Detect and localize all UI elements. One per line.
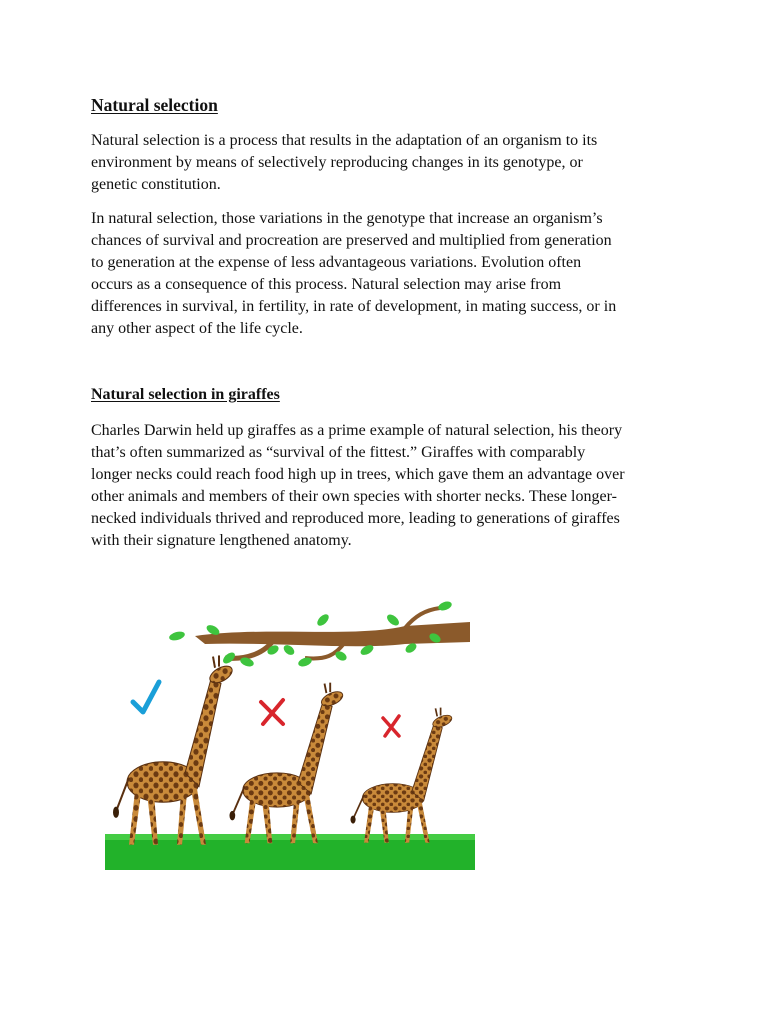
giraffe-tall (113, 655, 234, 844)
cross-icon (383, 716, 399, 736)
text-line: with their signature lengthened anatomy. (91, 532, 352, 549)
text-line: occurs as a consequence of this process. Natural selection may arise from (91, 276, 562, 293)
paragraph-definition (91, 130, 691, 196)
heading-giraffes: Natural selection in giraffes (91, 386, 280, 403)
text-line: other animals and members of their own species with shorter necks. These longer- (91, 488, 617, 505)
giraffe-short (351, 708, 454, 843)
giraffe-illustration (105, 598, 475, 874)
text-line: environment by means of selectively reproducing changes in its genotype, or (91, 154, 583, 171)
giraffe-medium (230, 683, 345, 844)
tree-branch (195, 608, 470, 658)
paragraph-variations (91, 208, 691, 340)
text-line: to generation at the expense of less advantageous variations. Evolution often (91, 254, 582, 271)
text-line: Natural selection is a process that results in the adaptation of an organism to its (91, 132, 598, 149)
text-line: necked individuals thrived and reproduced more, leading to generations of giraffes (91, 510, 620, 527)
check-icon (133, 682, 159, 712)
text-line: genetic constitution. (91, 176, 221, 193)
heading-natural-selection: Natural selection (91, 95, 218, 115)
text-line: chances of survival and procreation are preserved and multiplied from generation (91, 232, 612, 249)
text-line: Charles Darwin held up giraffes as a prime example of natural selection, his theory (91, 422, 623, 439)
text-line: differences in survival, in fertility, in rate of development, in mating success, or in (91, 298, 617, 315)
text-line: In natural selection, those variations in the genotype that increase an organism’s (91, 210, 603, 227)
cross-icon (261, 700, 283, 724)
text-line: any other aspect of the life cycle. (91, 320, 303, 337)
grass (105, 836, 475, 870)
text-line: that’s often summarized as “survival of the fittest.” Giraffes with comparably (91, 444, 586, 461)
paragraph-darwin-giraffes (91, 420, 691, 552)
text-line: longer necks could reach food high up in trees, which gave them an advantage over (91, 466, 625, 483)
